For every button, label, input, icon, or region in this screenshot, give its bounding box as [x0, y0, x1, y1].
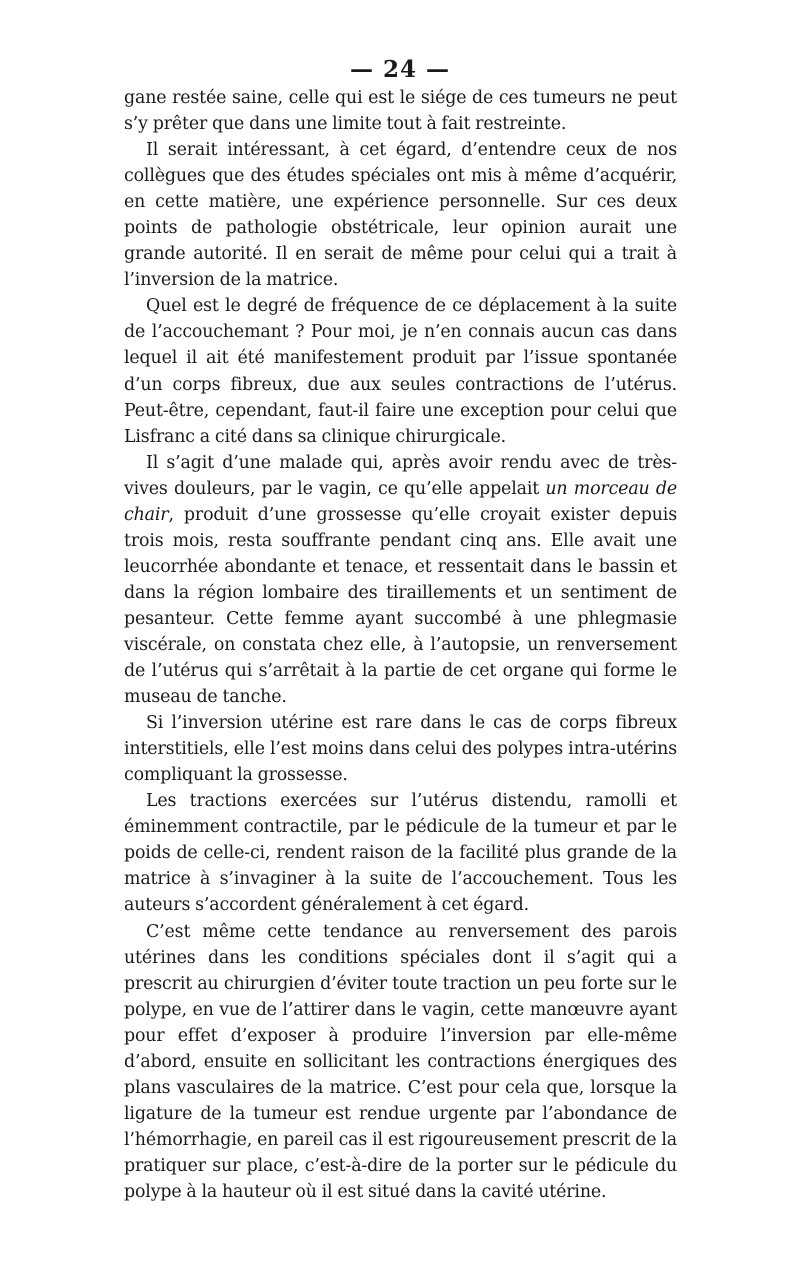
text-segment: Les tractions exercées sur l’utérus distendu, ramolli et éminemment contractile, par le pédicule de la tumeur et par le poids de celle-ci, rendent raison de la facilité plus grande de la matrice à s’invaginer à la suite de l’accouchement. Tous les auteurs s’accordent généralement à cet égard. [124, 791, 677, 916]
paragraph [124, 450, 677, 710]
paragraph [124, 293, 677, 449]
text-segment: Quel est le degré de fréquence de ce déplacement à la suite de l’accouchemant ? Pour moi, je n’en connais aucun cas dans lequel il ait été manifestement produit par l’issue spontanée d’un corps fibreux, due aux seules contractions de l’utérus. Peut-être, cependant, faut-il faire une exception pour celui que Lisfranc a cité dans sa clinique chirurgicale. [124, 296, 677, 447]
paragraph [124, 85, 677, 137]
italic-phrase: un morceau de chair [124, 478, 678, 525]
text-segment: Il serait intéressant, à cet égard, d’entendre ceux de nos collègues que des études spéciales ont mis à même d’acquérir, en cette matière, une expérience personnelle. Sur ces deux points de pathologie obstétricale, leur opinion aurait une grande autorité. Il en serait de même pour celui qui a trait à l’inversion de la matrice. [124, 140, 677, 291]
paragraph [124, 710, 677, 788]
paragraph [124, 919, 677, 1206]
text-segment: Si l’inversion utérine est rare dans le cas de corps fibreux interstitiels, elle l’est moins dans celui des polypes intra-utérins compliquant la grossesse. [124, 713, 677, 786]
paragraph [124, 137, 677, 293]
text-segment: , produit d’une grossesse qu’elle croyait exister depuis trois mois, resta souffrante pendant cinq ans. Elle avait une leucorrhée abondante et tenace, et ressentait dans le bassin et dans la région lombaire des tiraillements et un sentiment de pesanteur. Cette femme ayant succombé à une phlegmasie viscérale, on constata chez elle, à l’autopsie, un renversement de l’utérus qui s’arrêtait à la partie de cet organe qui forme le museau de tanche. [124, 504, 677, 708]
paragraph [124, 788, 677, 918]
text-segment: Il s’agit d’une malade qui, après avoir rendu avec de très-vives douleurs, par le vagin, ce qu’elle appelait [124, 452, 677, 499]
text-segment: gane restée saine, celle qui est le siége de ces tumeurs ne peut s’y prêter que dans une limite tout à fait restreinte. [124, 88, 677, 135]
body-text [124, 85, 677, 1205]
page-number: — 24 — [349, 56, 451, 83]
text-segment: C’est même cette tendance au renversement des parois utérines dans les conditions spéciales dont il s’agit qui a prescrit au chirurgien d’éviter toute traction un peu forte sur le polype, en vue de l’attirer dans le vagin, cette manœuvre ayant pour effet d’exposer à produire l’inversion par elle-même d’abord, ensuite en sollicitant les contractions énergiques des plans vasculaires de la matrice. C’est pour cela que, lorsque la ligature de la tumeur est rendue urgente par l’abondance de l’hémorrhagie, en pareil cas il est rigoureusement prescrit de la pratiquer sur place, c’est-à-dire de la porter sur le pédicule du polype à la hauteur où il est situé dans la cavité utérine. [124, 921, 677, 1202]
